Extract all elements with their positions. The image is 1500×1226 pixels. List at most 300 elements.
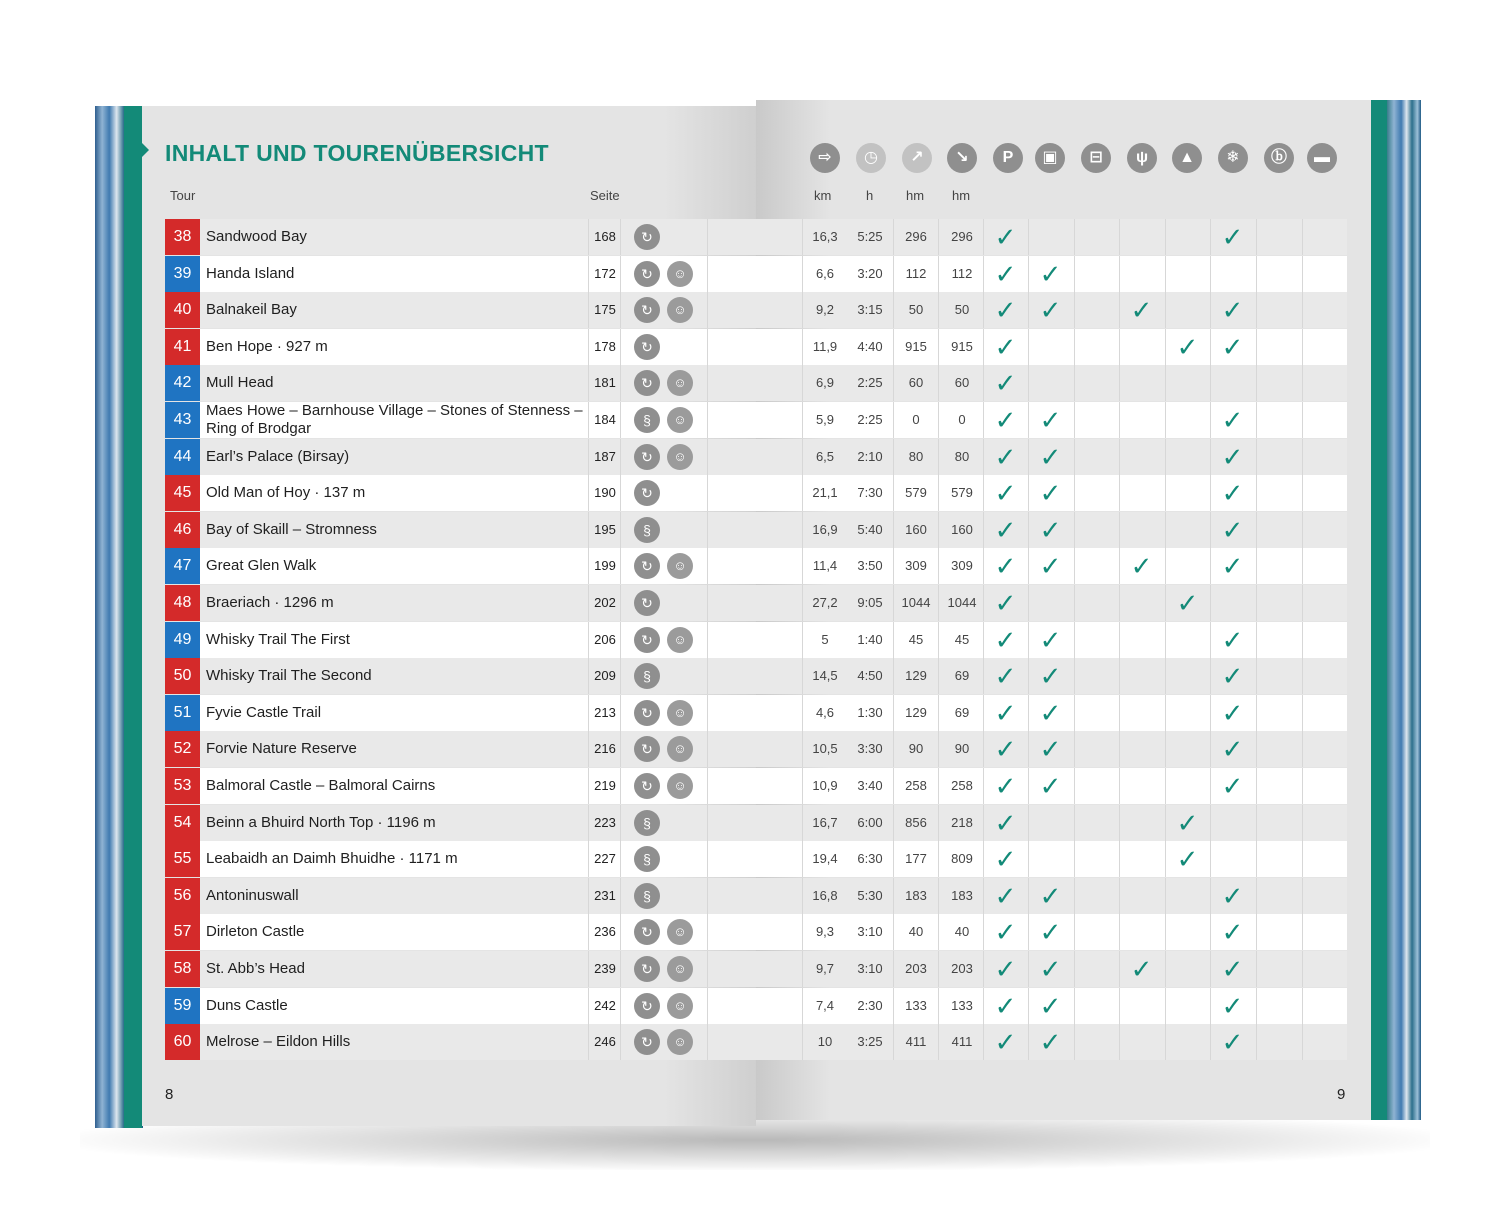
tour-row[interactable] [165, 841, 756, 877]
column-divider [1256, 878, 1257, 914]
summit-icon: ▲ [1172, 143, 1202, 173]
check-icon: ✓ [994, 368, 1017, 399]
column-divider [1119, 914, 1120, 950]
tour-up: 1044 [901, 595, 931, 610]
column-divider [1256, 402, 1257, 438]
tour-page: 216 [594, 741, 616, 757]
column-divider [620, 988, 621, 1024]
column-divider [707, 695, 708, 731]
cable-car-icon: ⊟ [1081, 143, 1111, 173]
tour-number: 55 [165, 841, 200, 877]
check-icon: ✓ [1221, 697, 1244, 728]
column-divider [893, 1024, 894, 1060]
column-divider [1165, 951, 1166, 987]
column-divider [1165, 548, 1166, 584]
tour-km: 16,9 [812, 521, 838, 537]
tour-page: 231 [594, 887, 616, 903]
column-divider [802, 914, 803, 950]
tour-number: 41 [165, 329, 200, 365]
tour-km: 16,8 [812, 887, 838, 903]
check-icon: ✓ [1221, 405, 1244, 435]
tour-number: 52 [165, 731, 200, 767]
tour-name-text: Forvie Nature Reserve [206, 740, 357, 758]
column-divider [1302, 256, 1303, 292]
tour-h: 3:30 [857, 741, 883, 757]
tour-down: 1044 [947, 595, 977, 610]
loop-tour-icon: ↻ [634, 334, 660, 360]
column-header-tour: Tour [170, 188, 196, 203]
tour-row[interactable] [165, 878, 756, 914]
column-divider [802, 658, 803, 694]
tour-down: 915 [951, 338, 973, 354]
column-divider [1074, 841, 1075, 877]
column-divider [938, 988, 939, 1024]
column-divider [1119, 475, 1120, 511]
tour-up: 112 [905, 265, 927, 281]
column-divider [1165, 731, 1166, 767]
tour-h: 3:10 [857, 924, 883, 940]
tour-h: 1:40 [857, 631, 883, 647]
check-icon: ✓ [1039, 295, 1062, 326]
tour-h: 4:50 [857, 668, 883, 684]
tour-name [206, 731, 586, 767]
column-divider [707, 402, 708, 438]
column-divider [1256, 548, 1257, 584]
tour-down: 309 [951, 558, 973, 574]
tour-name-text: Beinn a Bhuird North Top · 1196 m [206, 813, 436, 831]
column-divider [938, 512, 939, 548]
tour-up: 129 [905, 704, 927, 720]
check-icon: ✓ [1130, 295, 1153, 326]
tour-down: 809 [951, 851, 973, 867]
tour-up: 579 [905, 485, 927, 501]
column-divider [893, 512, 894, 548]
column-divider [938, 658, 939, 694]
column-divider [802, 219, 803, 255]
column-divider [620, 731, 621, 767]
tour-name-text: Melrose – Eildon Hills [206, 1033, 351, 1051]
column-divider [938, 365, 939, 401]
column-divider [1074, 439, 1075, 475]
tour-down: 40 [954, 924, 970, 940]
column-header-hm-up: hm [906, 188, 925, 203]
family-friendly-icon: ☺ [667, 444, 693, 470]
column-divider [1256, 512, 1257, 548]
check-icon: ✓ [1039, 661, 1062, 692]
tour-detail-row [756, 402, 1347, 438]
tour-up: 309 [905, 558, 927, 574]
tour-row[interactable] [165, 731, 756, 767]
tour-km: 11,4 [812, 558, 838, 574]
column-divider [1119, 219, 1120, 255]
column-divider [938, 622, 939, 658]
column-divider [1165, 292, 1166, 328]
tour-h: 2:25 [857, 375, 883, 391]
tour-up: 183 [905, 887, 927, 903]
tour-detail-row [756, 951, 1347, 987]
column-divider [1165, 219, 1166, 255]
column-divider [1165, 622, 1166, 658]
tour-page: 190 [594, 485, 616, 501]
check-icon: ✓ [1039, 771, 1062, 801]
check-icon: ✓ [1039, 478, 1062, 509]
one-way-tour-icon: § [634, 663, 660, 689]
column-divider [893, 439, 894, 475]
tour-name [206, 292, 586, 328]
column-divider [802, 768, 803, 804]
column-header-seite: Seite [590, 188, 620, 203]
column-divider [802, 329, 803, 365]
tour-detail-row [756, 878, 1347, 914]
tour-number: 54 [165, 805, 200, 841]
column-divider [1165, 256, 1166, 292]
tour-km: 11,9 [812, 338, 838, 354]
loop-tour-icon: ↻ [634, 1029, 660, 1055]
tour-h: 3:20 [857, 265, 883, 281]
tour-up: 177 [905, 851, 927, 867]
check-icon: ✓ [994, 588, 1017, 618]
column-divider [893, 256, 894, 292]
column-divider [1256, 658, 1257, 694]
column-divider [938, 951, 939, 987]
column-divider [893, 914, 894, 950]
column-divider [707, 585, 708, 621]
tour-page: 202 [594, 595, 616, 610]
tour-name-text: Handa Island [206, 264, 295, 282]
tour-detail-row [756, 548, 1347, 584]
column-divider [1302, 658, 1303, 694]
column-divider [938, 402, 939, 438]
column-divider [938, 878, 939, 914]
tour-row[interactable] [165, 768, 756, 804]
check-icon: ✓ [1221, 551, 1244, 582]
column-divider [620, 256, 621, 292]
tour-km: 14,5 [812, 668, 838, 684]
column-divider [1165, 365, 1166, 401]
column-divider [1302, 695, 1303, 731]
column-divider [1074, 329, 1075, 365]
tour-row[interactable] [165, 695, 756, 731]
column-divider [1074, 878, 1075, 914]
column-divider [938, 475, 939, 511]
tour-up: 45 [908, 631, 924, 647]
tour-row[interactable] [165, 402, 756, 438]
tour-number: 42 [165, 365, 200, 401]
tour-number: 50 [165, 658, 200, 694]
tour-km: 6,6 [815, 265, 835, 281]
check-icon: ✓ [1176, 331, 1199, 362]
tour-row[interactable] [165, 914, 756, 950]
column-divider [707, 731, 708, 767]
tour-detail-row [756, 658, 1347, 694]
column-divider [1302, 585, 1303, 621]
column-divider [938, 219, 939, 255]
check-icon: ✓ [994, 954, 1017, 984]
column-divider [1074, 585, 1075, 621]
column-divider [1119, 841, 1120, 877]
tour-name-text: Maes Howe – Barnhouse Village – Stones of Stenness – Ring of Brodgar [206, 402, 583, 437]
bed-icon: ▬ [1307, 143, 1337, 173]
column-divider [1119, 512, 1120, 548]
check-icon: ✓ [1221, 661, 1244, 692]
family-friendly-icon: ☺ [667, 736, 693, 762]
tour-up: 133 [905, 997, 927, 1013]
tour-row[interactable] [165, 329, 756, 365]
column-divider [1119, 768, 1120, 804]
loop-tour-icon: ↻ [634, 773, 660, 799]
loop-tour-icon: ↻ [634, 993, 660, 1019]
column-header-h: h [866, 188, 874, 203]
column-divider [1165, 878, 1166, 914]
tour-number: 59 [165, 988, 200, 1024]
column-divider [620, 951, 621, 987]
tour-number: 39 [165, 256, 200, 292]
tour-row[interactable] [165, 988, 756, 1024]
check-icon: ✓ [994, 697, 1017, 728]
tour-row[interactable] [165, 475, 756, 511]
column-divider [1119, 622, 1120, 658]
tour-detail-row [756, 439, 1347, 475]
loop-tour-icon: ↻ [634, 700, 660, 726]
column-divider [1210, 841, 1211, 877]
tour-row[interactable] [165, 951, 756, 987]
column-divider [1302, 512, 1303, 548]
tour-row[interactable] [165, 805, 756, 841]
column-divider [1165, 914, 1166, 950]
tour-km: 6,9 [815, 375, 835, 391]
column-divider [620, 805, 621, 841]
page-title: INHALT UND TOURENÜBERSICHT [165, 140, 549, 166]
check-icon: ✓ [1221, 478, 1244, 509]
column-divider [1256, 475, 1257, 511]
check-icon: ✓ [994, 661, 1017, 692]
tour-down: 218 [951, 814, 973, 830]
family-friendly-icon: ☺ [667, 1029, 693, 1055]
tour-h: 6:00 [857, 814, 883, 830]
column-divider [620, 768, 621, 804]
column-divider [1028, 219, 1029, 255]
family-friendly-icon: ☺ [667, 627, 693, 653]
check-icon: ✓ [1039, 917, 1062, 948]
tour-row[interactable] [165, 219, 756, 255]
column-divider [620, 695, 621, 731]
column-divider [1119, 365, 1120, 401]
tour-name [206, 805, 586, 841]
tour-down: 133 [951, 997, 973, 1013]
tour-down: 203 [951, 961, 973, 976]
check-icon: ✓ [994, 295, 1017, 326]
tour-name-text: Duns Castle [206, 996, 288, 1014]
column-divider [1302, 439, 1303, 475]
column-divider [938, 805, 939, 841]
tour-name [206, 914, 586, 950]
tour-down: 60 [954, 375, 970, 391]
column-divider [802, 731, 803, 767]
tour-number: 47 [165, 548, 200, 584]
tour-page: 239 [594, 961, 616, 976]
column-divider [893, 658, 894, 694]
column-divider [802, 1024, 803, 1060]
column-divider [1074, 805, 1075, 841]
column-divider [707, 219, 708, 255]
check-icon: ✓ [994, 807, 1017, 838]
tour-h: 9:05 [857, 595, 883, 610]
check-icon: ✓ [994, 405, 1017, 435]
family-friendly-icon: ☺ [667, 956, 693, 982]
tour-km: 9,7 [815, 961, 835, 976]
tour-page: 187 [594, 448, 616, 464]
column-divider [1165, 658, 1166, 694]
tour-name-text: Ben Hope · 927 m [206, 337, 328, 355]
column-divider [893, 622, 894, 658]
family-friendly-icon: ☺ [667, 919, 693, 945]
tour-up: 60 [908, 375, 924, 391]
tour-name [206, 256, 586, 292]
tour-page: 181 [594, 375, 616, 391]
column-divider [938, 256, 939, 292]
check-icon: ✓ [994, 258, 1017, 289]
loop-tour-icon: ↻ [634, 297, 660, 323]
tour-h: 3:25 [857, 1034, 883, 1050]
tour-row[interactable] [165, 1024, 756, 1060]
column-divider [1028, 841, 1029, 877]
family-friendly-icon: ☺ [667, 407, 693, 433]
tour-number: 44 [165, 439, 200, 475]
column-divider [1119, 878, 1120, 914]
tour-up: 411 [905, 1034, 927, 1050]
food-icon: ψ [1127, 143, 1157, 173]
check-icon: ✓ [994, 222, 1017, 252]
tour-name [206, 219, 586, 255]
tour-row[interactable] [165, 365, 756, 401]
tour-name-text: Balmoral Castle – Balmoral Cairns [206, 777, 436, 794]
tour-name [206, 1024, 586, 1060]
tour-h: 2:30 [857, 997, 883, 1013]
column-divider [1028, 805, 1029, 841]
column-divider [802, 988, 803, 1024]
tour-km: 27,2 [812, 595, 838, 610]
tour-detail-row [756, 768, 1347, 804]
tour-name-text: Great Glen Walk [206, 557, 317, 575]
column-divider [1074, 548, 1075, 584]
check-icon: ✓ [994, 441, 1017, 472]
tour-h: 3:10 [857, 961, 883, 976]
tour-number: 53 [165, 768, 200, 804]
tour-km: 7,4 [815, 997, 835, 1013]
column-divider [1074, 256, 1075, 292]
tour-name [206, 512, 586, 548]
tour-detail-row [756, 731, 1347, 767]
tour-row[interactable] [165, 512, 756, 548]
column-divider [893, 585, 894, 621]
check-icon: ✓ [994, 331, 1017, 362]
column-divider [1256, 768, 1257, 804]
tour-name-text: Sandwood Bay [206, 228, 307, 245]
one-way-tour-icon: § [634, 883, 660, 909]
family-friendly-icon: ☺ [667, 993, 693, 1019]
tour-name [206, 365, 586, 401]
tour-up: 0 [912, 412, 920, 427]
tour-number: 38 [165, 219, 200, 255]
tour-row[interactable] [165, 256, 756, 292]
tour-detail-row [756, 585, 1347, 621]
column-divider [620, 512, 621, 548]
column-divider [707, 658, 708, 694]
tour-h: 5:30 [857, 887, 883, 903]
check-icon: ✓ [994, 624, 1017, 655]
column-divider [1256, 805, 1257, 841]
column-divider [707, 805, 708, 841]
column-divider [1165, 1024, 1166, 1060]
tour-up: 80 [908, 448, 924, 464]
tour-name [206, 402, 586, 438]
check-icon: ✓ [1130, 551, 1153, 582]
left-teal-band [124, 106, 142, 1128]
column-divider [707, 768, 708, 804]
column-divider [893, 329, 894, 365]
loop-tour-icon: ↻ [634, 480, 660, 506]
column-divider [1256, 622, 1257, 658]
tour-row[interactable] [165, 548, 756, 584]
tour-up: 50 [908, 302, 924, 318]
column-divider [893, 878, 894, 914]
tour-row[interactable] [165, 585, 756, 621]
loop-tour-icon: ↻ [634, 444, 660, 470]
tour-page: 172 [594, 265, 616, 281]
column-divider [1256, 219, 1257, 255]
column-divider [938, 1024, 939, 1060]
family-friendly-icon: ☺ [667, 261, 693, 287]
tour-down: 50 [954, 302, 970, 318]
tour-row[interactable] [165, 622, 756, 658]
column-divider [1119, 805, 1120, 841]
column-divider [1028, 329, 1029, 365]
tour-row[interactable] [165, 292, 756, 328]
column-divider [938, 695, 939, 731]
tour-name [206, 622, 586, 658]
column-divider [893, 475, 894, 511]
tour-h: 3:50 [857, 558, 883, 574]
tour-up: 856 [905, 814, 927, 830]
check-icon: ✓ [1221, 1027, 1244, 1058]
tour-page: 178 [594, 338, 616, 354]
tour-detail-row [756, 365, 1347, 401]
tour-down: 69 [954, 704, 970, 720]
loop-tour-icon: ↻ [634, 627, 660, 653]
column-divider [1302, 1024, 1303, 1060]
check-icon: ✓ [994, 990, 1017, 1021]
tour-row[interactable] [165, 658, 756, 694]
column-divider [1302, 878, 1303, 914]
tour-km: 6,5 [815, 448, 835, 464]
column-divider [620, 658, 621, 694]
column-divider [802, 585, 803, 621]
tour-page: 242 [594, 997, 616, 1013]
column-divider [707, 878, 708, 914]
column-divider [893, 292, 894, 328]
check-icon: ✓ [1039, 441, 1062, 472]
tour-row[interactable] [165, 439, 756, 475]
tour-detail-row [756, 622, 1347, 658]
tour-name [206, 768, 586, 804]
column-divider [1119, 658, 1120, 694]
tour-up: 129 [905, 668, 927, 684]
parking-icon: P [993, 143, 1023, 173]
column-divider [802, 365, 803, 401]
column-divider [1302, 805, 1303, 841]
tour-detail-row [756, 914, 1347, 950]
tour-down: 69 [954, 668, 970, 684]
